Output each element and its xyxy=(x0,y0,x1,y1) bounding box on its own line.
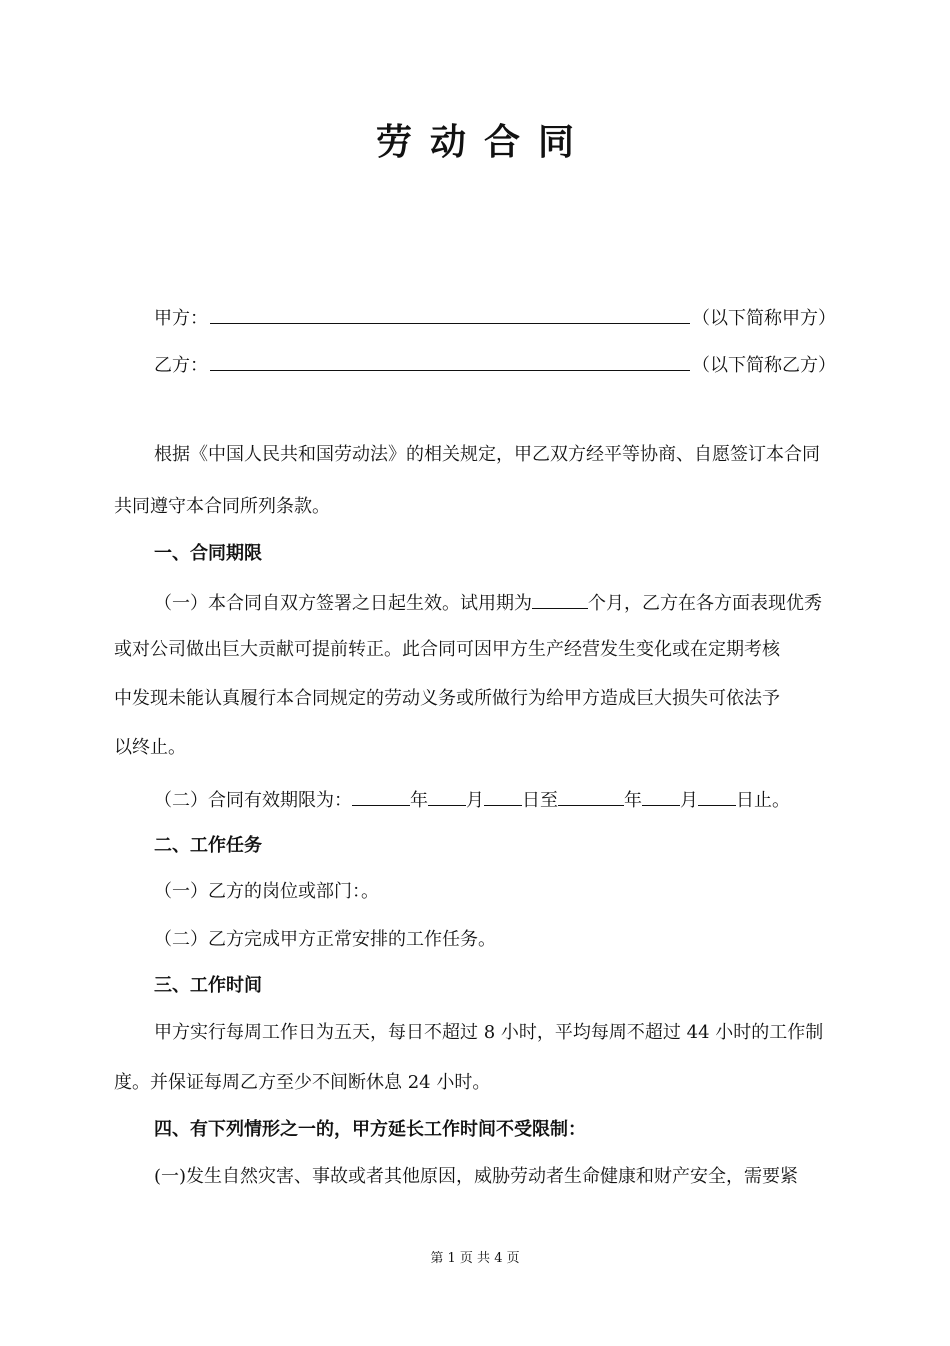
section-2-item-1: （一）乙方的岗位或部门：。 xyxy=(154,881,379,902)
party-a-name-field[interactable] xyxy=(210,301,690,324)
section-4-item-1: (一)发生自然灾害、事故或者其他原因，威胁劳动者生命健康和财产安全，需要紧 xyxy=(154,1166,799,1187)
end-day-label: 日止。 xyxy=(736,790,790,811)
start-year-field[interactable] xyxy=(352,785,410,806)
party-b-row xyxy=(154,348,844,376)
start-month-label: 月 xyxy=(466,790,484,811)
intro-line-2: 共同遵守本合同所列条款。 xyxy=(114,496,330,517)
section-2-heading: 二、工作任务 xyxy=(154,835,262,856)
section-1-heading: 一、合同期限 xyxy=(154,543,262,564)
start-day-label: 日至 xyxy=(522,790,558,811)
end-year-label: 年 xyxy=(624,790,642,811)
start-day-field[interactable] xyxy=(484,785,522,806)
intro-line-1: 根据《中国人民共和国劳动法》的相关规定，甲乙双方经平等协商、自愿签订本合同 xyxy=(154,444,820,465)
end-day-field[interactable] xyxy=(698,785,736,806)
end-year-field[interactable] xyxy=(558,785,624,806)
start-month-field[interactable] xyxy=(428,785,466,806)
document-title: 劳动合同 xyxy=(375,121,592,163)
start-year-label: 年 xyxy=(410,790,428,811)
party-b-name-field[interactable] xyxy=(210,348,690,371)
probation-text-before: （一）本合同自双方签署之日起生效。试用期为 xyxy=(154,593,532,614)
party-a-suffix: （以下简称甲方） xyxy=(692,308,836,329)
party-a-row xyxy=(154,301,844,329)
section-2-item-2: （二）乙方完成甲方正常安排的工作任务。 xyxy=(154,929,496,950)
section-1-item-1-line-2: 或对公司做出巨大贡献可提前转正。此合同可因甲方生产经营发生变化或在定期考核 xyxy=(114,639,780,660)
party-b-label: 乙方： xyxy=(154,355,208,376)
page-footer: 第 1 页 共 4 页 xyxy=(430,1251,520,1266)
section-1-item-1-line-4: 以终止。 xyxy=(114,737,186,758)
section-1-item-1-line-3: 中发现未能认真履行本合同规定的劳动义务或所做行为给甲方造成巨大损失可依法予 xyxy=(114,688,780,709)
section-3-line-2: 度。并保证每周乙方至少不间断休息 24 小时。 xyxy=(114,1072,491,1093)
probation-text-after: 个月，乙方在各方面表现优秀 xyxy=(588,593,822,614)
section-1-item-2 xyxy=(154,785,790,815)
probation-months-field[interactable] xyxy=(532,588,588,609)
term-prefix: （二）合同有效期限为： xyxy=(154,790,352,811)
section-4-heading: 四、有下列情形之一的，甲方延长工作时间不受限制： xyxy=(154,1119,586,1140)
section-3-line-1: 甲方实行每周工作日为五天，每日不超过 8 小时，平均每周不超过 44 小时的工作制 xyxy=(154,1022,824,1043)
section-3-heading: 三、工作时间 xyxy=(154,975,262,996)
end-month-field[interactable] xyxy=(642,785,680,806)
party-b-suffix: （以下简称乙方） xyxy=(692,355,836,376)
section-1-item-1-line-1 xyxy=(154,588,822,618)
party-a-label: 甲方： xyxy=(154,308,208,329)
end-month-label: 月 xyxy=(680,790,698,811)
